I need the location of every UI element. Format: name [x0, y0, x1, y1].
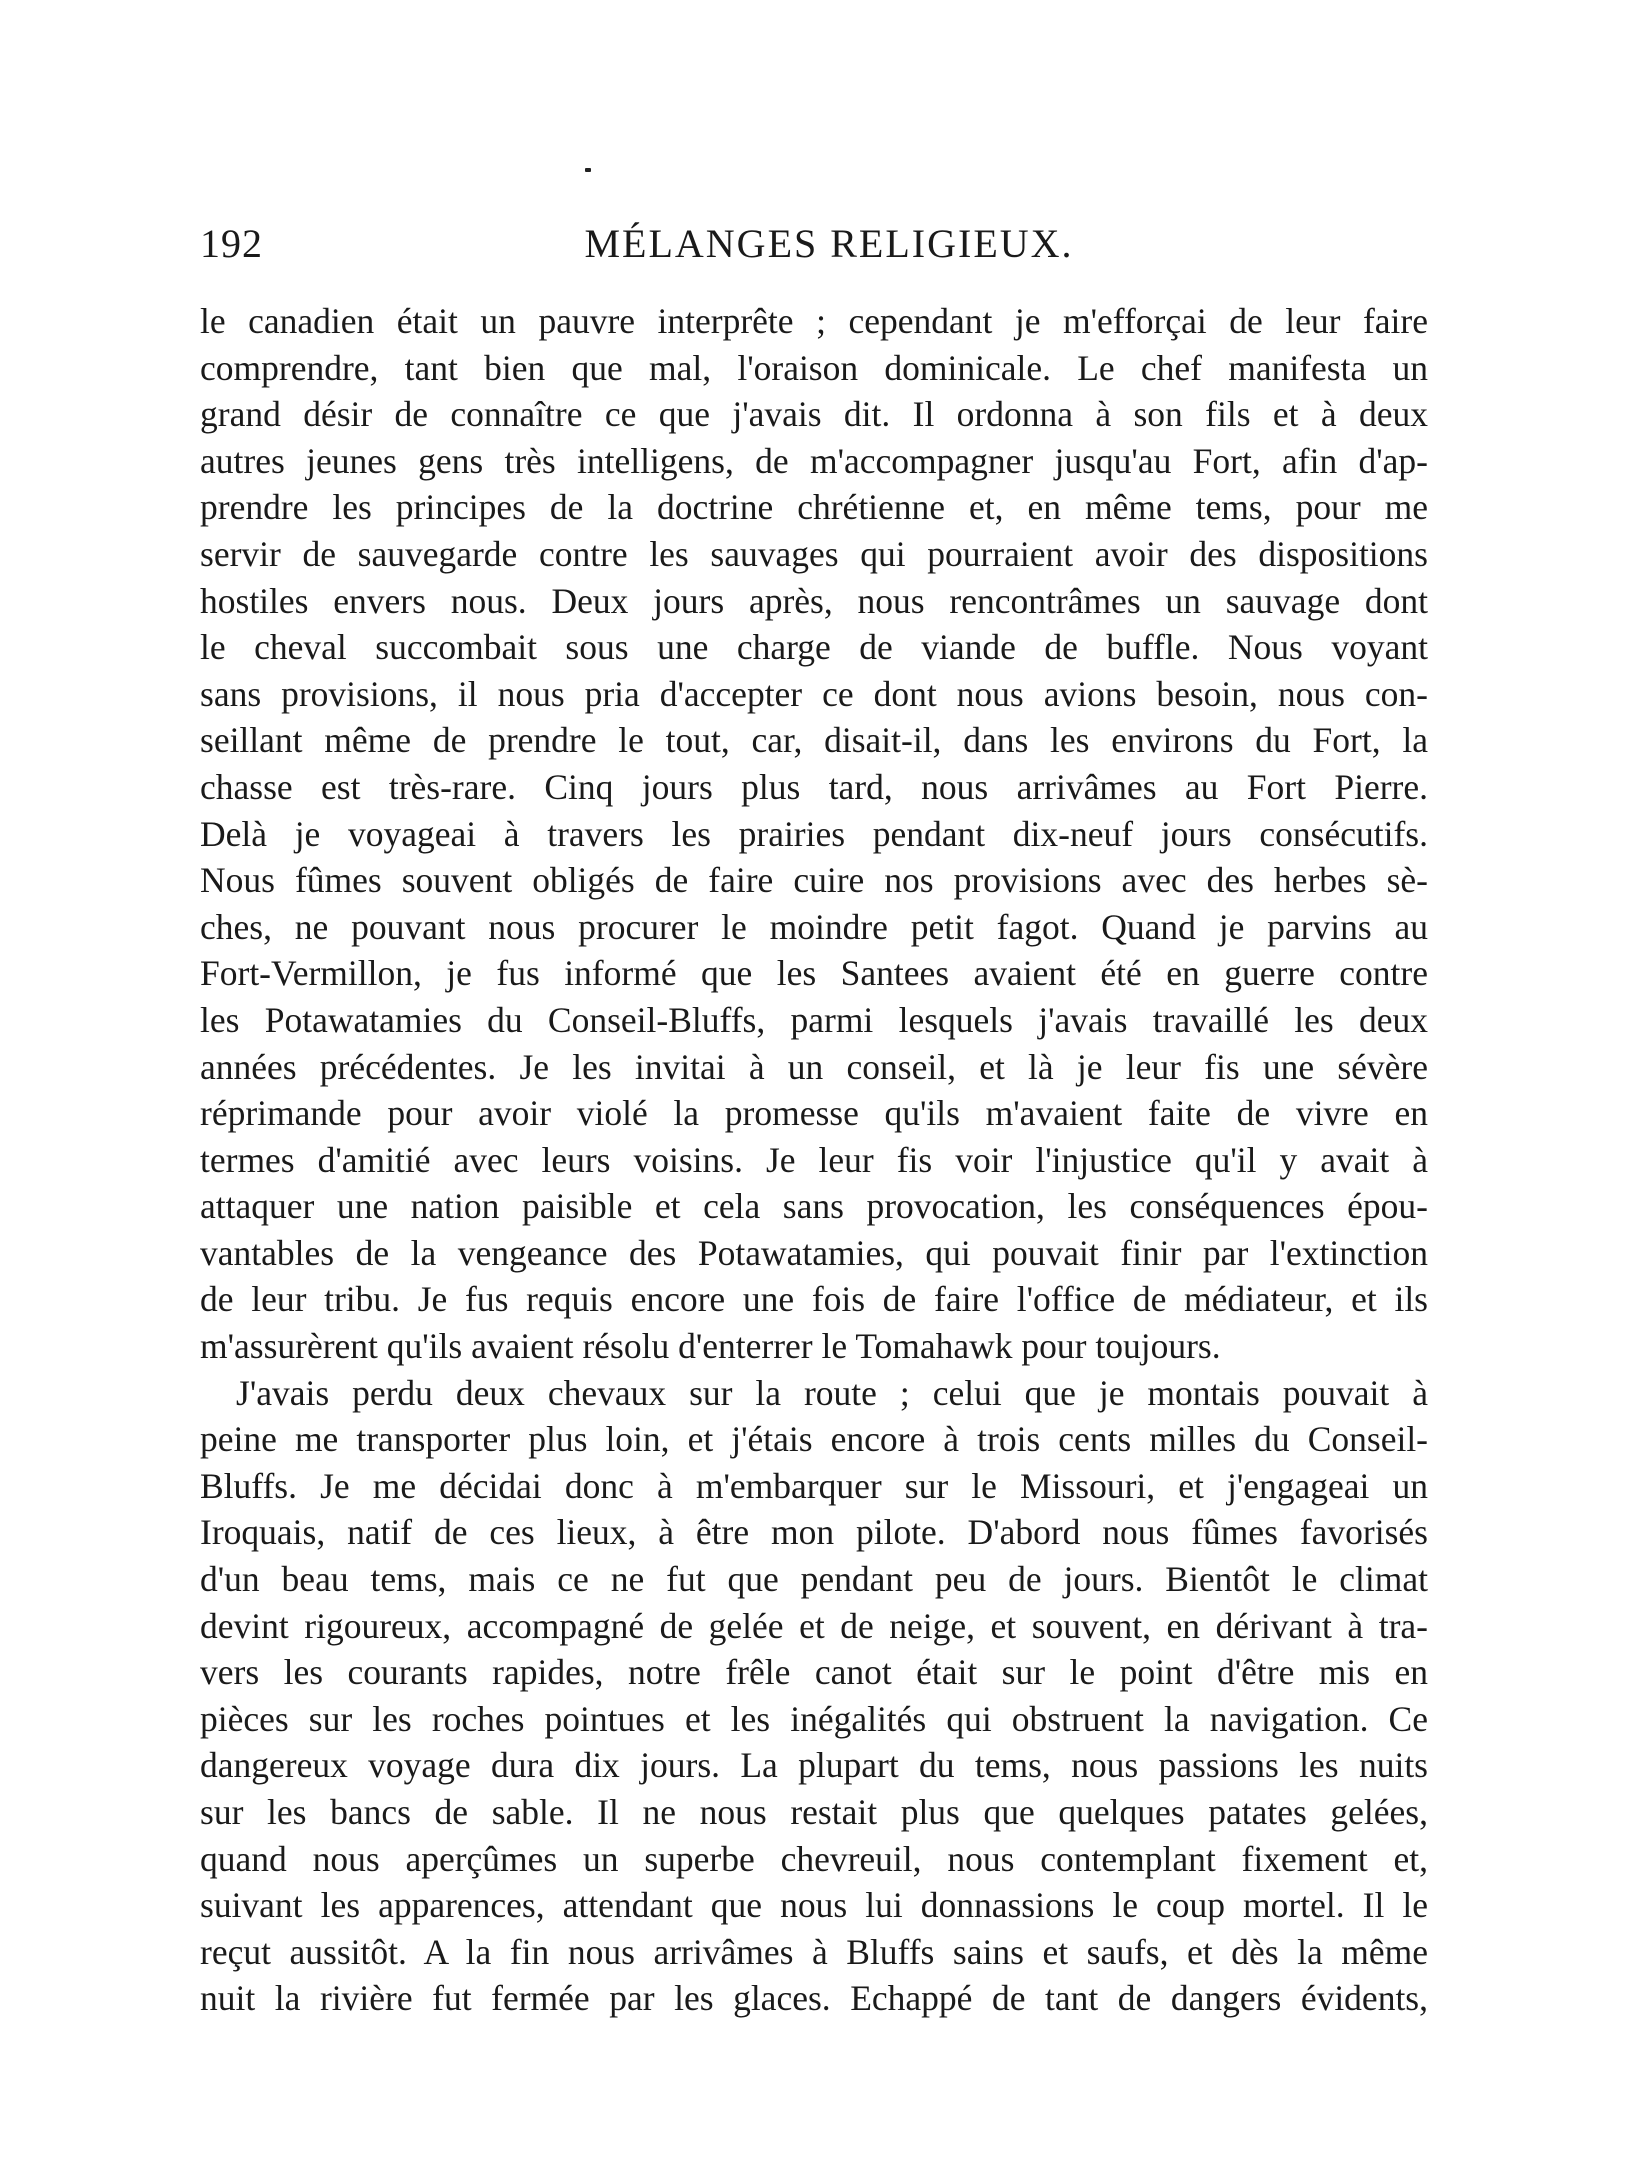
- text-line: réprimande pour avoir violé la promesse qu'ils m'avaient faite de vivre en: [200, 1093, 1428, 1134]
- text-line: d'un beau tems, mais ce ne fut que pendant peu de jours. Bientôt le climat: [200, 1559, 1428, 1600]
- text-line: sans provisions, il nous pria d'accepter ce dont nous avions besoin, nous con-: [200, 673, 1428, 714]
- text-line: pièces sur les roches pointues et les inégalités qui obstruent la navigation. Ce: [200, 1698, 1428, 1739]
- text-line: Delà je voyageai à travers les prairies pendant dix-neuf jours consécutifs.: [200, 813, 1428, 854]
- running-title: MÉLANGES RELIGIEUX.: [584, 221, 1074, 266]
- text-line: autres jeunes gens très intelligens, de m'accompagner jusqu'au Fort, afin d'ap-: [200, 440, 1428, 481]
- text-line: hostiles envers nous. Deux jours après, nous rencontrâmes un sauvage dont: [200, 580, 1428, 621]
- text-line: chasse est très-rare. Cinq jours plus tard, nous arrivâmes au Fort Pierre.: [200, 766, 1428, 807]
- text-line: devint rigoureux, accompagné de gelée et de neige, et souvent, en dérivant à tra-: [200, 1605, 1428, 1646]
- text-line: de leur tribu. Je fus requis encore une fois de faire l'office de médiateur, et ils: [200, 1279, 1428, 1320]
- text-line: quand nous aperçûmes un superbe chevreuil, nous contemplant fixement et,: [200, 1838, 1428, 1879]
- text-line: dangereux voyage dura dix jours. La plupart du tems, nous passions les nuits: [200, 1745, 1428, 1786]
- text-line: vantables de la vengeance des Potawatamies, qui pouvait finir par l'extinction: [200, 1232, 1428, 1273]
- body-text: [200, 298, 1428, 2022]
- text-line: peine me transporter plus loin, et j'étais encore à trois cents milles du Conseil-: [200, 1419, 1428, 1460]
- ink-speck: [585, 168, 591, 172]
- text-line: années précédentes. Je les invitai à un conseil, et là je leur fis une sévère: [200, 1046, 1428, 1087]
- text-line: vers les courants rapides, notre frêle canot était sur le point d'être mis en: [200, 1652, 1428, 1693]
- text-line: servir de sauvegarde contre les sauvages qui pourraient avoir des dispositions: [200, 533, 1428, 574]
- text-line: m'assurèrent qu'ils avaient résolu d'enterrer le Tomahawk pour toujours.: [200, 1326, 1221, 1367]
- text-line: termes d'amitié avec leurs voisins. Je leur fis voir l'injustice qu'il y avait à: [200, 1139, 1428, 1180]
- text-line: comprendre, tant bien que mal, l'oraison dominicale. Le chef manifesta un: [200, 347, 1428, 388]
- text-line: ches, ne pouvant nous procurer le moindre petit fagot. Quand je parvins au: [200, 906, 1428, 947]
- text-line: le canadien était un pauvre interprête ; cependant je m'efforçai de leur faire: [200, 301, 1428, 341]
- text-line: les Potawatamies du Conseil-Bluffs, parmi lesquels j'avais travaillé les deux: [200, 999, 1428, 1040]
- text-line: seillant même de prendre le tout, car, disait-il, dans les environs du Fort, la: [200, 720, 1428, 761]
- page-number: 192: [200, 221, 263, 266]
- text-line: J'avais perdu deux chevaux sur la route ; celui que je montais pouvait à: [236, 1372, 1428, 1413]
- text-line: attaquer une nation paisible et cela sans provocation, les conséquences épou-: [200, 1186, 1428, 1227]
- text-line: prendre les principes de la doctrine chrétienne et, en même tems, pour me: [200, 487, 1428, 528]
- text-line: nuit la rivière fut fermée par les glaces. Echappé de tant de dangers évidents,: [200, 1978, 1428, 2019]
- text-line: suivant les apparences, attendant que nous lui donnassions le coup mortel. Il le: [200, 1885, 1428, 1926]
- text-line: Iroquais, natif de ces lieux, à être mon pilote. D'abord nous fûmes favorisés: [200, 1512, 1428, 1553]
- page-header: [200, 218, 1428, 274]
- text-line: Nous fûmes souvent obligés de faire cuire nos provisions avec des herbes sè-: [200, 860, 1428, 901]
- text-line: Bluffs. Je me décidai donc à m'embarquer sur le Missouri, et j'engageai un: [200, 1465, 1428, 1506]
- text-line: Fort-Vermillon, je fus informé que les Santees avaient été en guerre contre: [200, 953, 1428, 994]
- text-line: le cheval succombait sous une charge de viande de buffle. Nous voyant: [200, 627, 1428, 668]
- text-line: reçut aussitôt. A la fin nous arrivâmes à Bluffs sains et saufs, et dès la même: [200, 1931, 1428, 1972]
- text-line: grand désir de connaître ce que j'avais dit. Il ordonna à son fils et à deux: [200, 394, 1428, 435]
- text-line: sur les bancs de sable. Il ne nous restait plus que quelques patates gelées,: [200, 1792, 1428, 1832]
